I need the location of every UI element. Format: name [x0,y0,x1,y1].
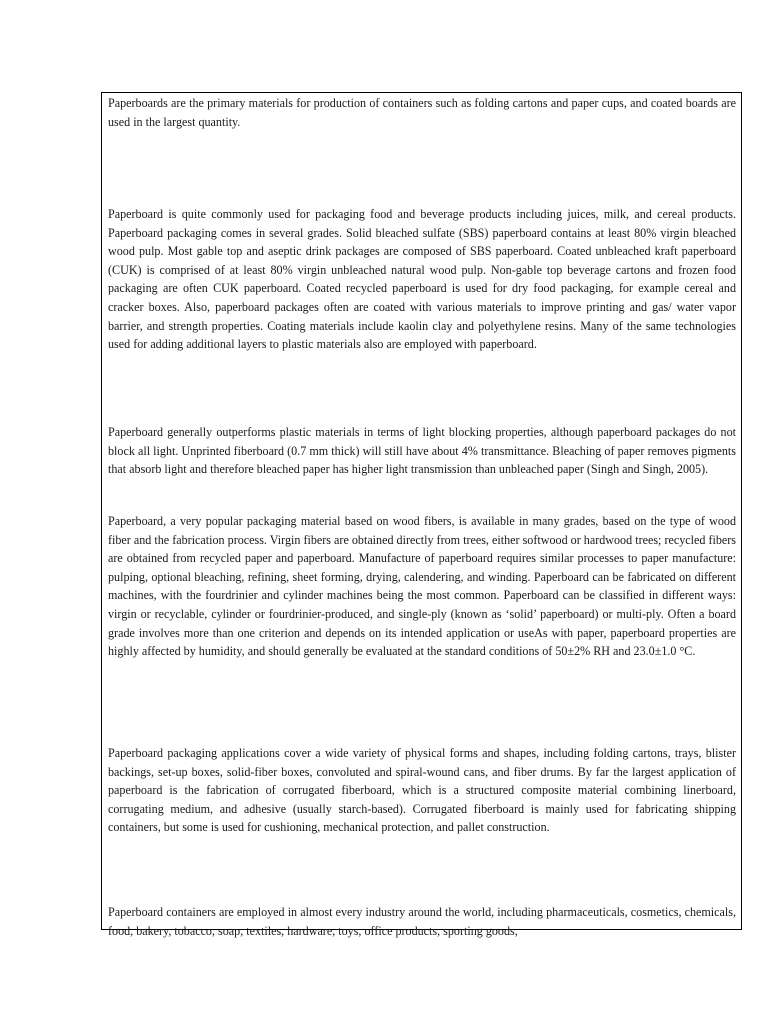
paragraph-containers-intro: Paperboards are the primary materials for production of containers such as folding cartons and paper cups, and coated boards are used in the largest quantity. [108,96,736,129]
paragraph-wood-fibers-manufacture: Paperboard, a very popular packaging material based on wood fibers, is available in many grades, based on the type of wood fiber and the fabrication process. Virgin fibers are obtained directly from trees, either softwood or hardwood trees; recycled fibers are obtained from recycled paper and paperboard. Manufacture of paperboard requires similar processes to paper manufacture: pulping, optional bleaching, refining, sheet forming, drying, calendering, and winding. Paperboard can be fabricated on different machines, with the fourdrinier and cylinder machines being the most common. Paperboard can be classified in different ways: virgin or recyclable, cylinder or fourdrinier-produced, and single-ply (known as ‘solid’ paperboard) or multi-ply. Often a board grade involves more than one criterion and depends on its intended application or useAs with paper, paperboard properties are highly affected by humidity, and should generally be evaluated at the standard conditions of 50±2% RH and 23.0±1.0 °C. [108,514,736,659]
paragraph-light-blocking: Paperboard generally outperforms plastic materials in terms of light blocking properties, although paperboard packages do not block all light. Unprinted fiberboard (0.7 mm thick) will still have about 4% transmittance. Bleaching of paper removes pigments that absorb light and therefore bleached paper has higher light transmission than unbleached paper (Singh and Singh, 2005). [108,425,736,477]
paragraph-packaging-applications: Paperboard packaging applications cover a wide variety of physical forms and shapes, including folding cartons, trays, blister backings, set-up boxes, solid-fiber boxes, convoluted and spiral-wound cans, and fiber drums. By far the largest application of paperboard is the fabrication of corrugated fiberboard, which is a structured composite material combining linerboard, corrugating medium, and adhesive (usually starch-based). Corrugated fiberboard is mainly used for fabricating shipping containers, but some is used for cushioning, mechanical protection, and pallet construction. [108,746,736,835]
paragraph-food-beverage-grades: Paperboard is quite commonly used for packaging food and beverage products including juices, milk, and cereal products. Paperboard packaging comes in several grades. Solid bleached sulfate (SBS) paperboard contains at least 80% virgin bleached wood pulp. Most gable top and aseptic drink packages are composed of SBS paperboard. Coated unbleached kraft paperboard (CUK) is comprised of at least 80% virgin unbleached natural wood pulp. Non-gable top beverage cartons and frozen food packaging are often CUK paperboard. Coated recycled paperboard is used for dry food packaging, for example cereal and cracker boxes. Also, paperboard packages often are coated with various materials to improve printing and gas/ water vapor barrier, and strength properties. Coating materials include kaolin clay and polyethylene resins. Many of the same technologies used for adding additional layers to plastic materials also are employed with paperboard. [108,207,736,352]
document-text-box [101,92,742,938]
paragraph-industries: Paperboard containers are employed in almost every industry around the world, including pharmaceuticals, cosmetics, chemicals, food, bakery, tobacco, soap, textiles, hardware, toys, office products, sporting goods, [108,905,736,938]
